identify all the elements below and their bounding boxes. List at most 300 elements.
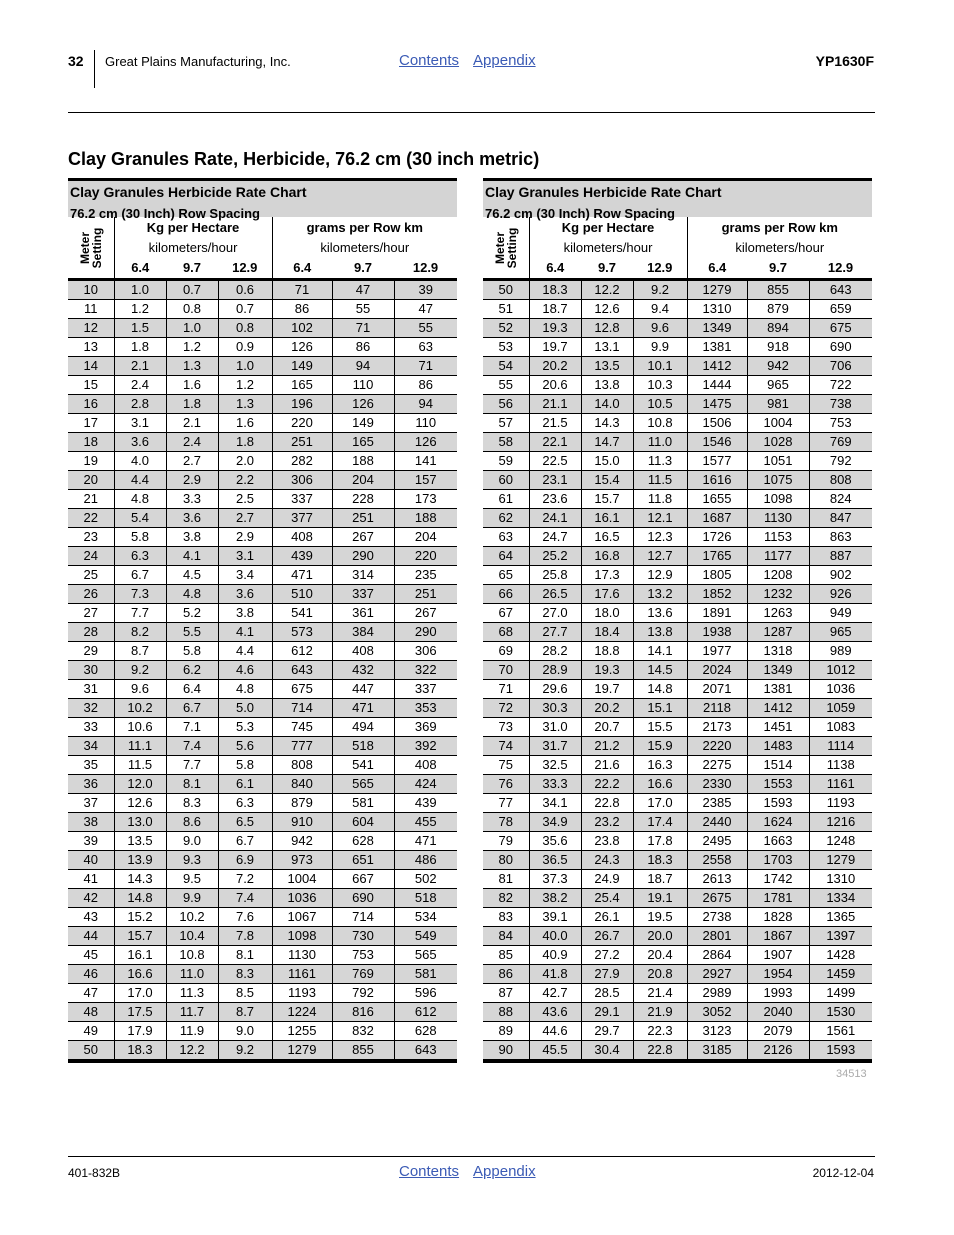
table-row <box>68 908 457 927</box>
rate-cell: 894 <box>747 319 809 338</box>
meter-setting-cell: 42 <box>68 889 114 908</box>
rate-cell: 714 <box>332 908 394 927</box>
rate-cell: 13.5 <box>581 357 633 376</box>
rate-cell: 27.7 <box>529 623 581 642</box>
rate-cell: 565 <box>332 775 394 794</box>
rate-cell: 1279 <box>272 1041 332 1062</box>
meter-setting-cell: 13 <box>68 338 114 357</box>
rate-cell: 16.6 <box>633 775 687 794</box>
rate-cell: 23.8 <box>581 832 633 851</box>
rate-cell: 13.2 <box>633 585 687 604</box>
table-row <box>68 927 457 946</box>
rate-cell: 126 <box>394 433 457 452</box>
rate-cell: 7.8 <box>218 927 272 946</box>
rate-cell: 0.7 <box>218 300 272 319</box>
rate-cell: 0.9 <box>218 338 272 357</box>
rate-cell: 9.2 <box>633 280 687 300</box>
rate-cell: 1098 <box>747 490 809 509</box>
rate-cell: 1444 <box>687 376 747 395</box>
rate-cell: 5.5 <box>166 623 218 642</box>
meter-setting-cell: 73 <box>483 718 529 737</box>
table-row <box>483 319 872 338</box>
rate-cell: 2675 <box>687 889 747 908</box>
table-row <box>68 737 457 756</box>
rate-cell: 1161 <box>809 775 872 794</box>
rate-cell: 1781 <box>747 889 809 908</box>
rate-cell: 16.3 <box>633 756 687 775</box>
rate-cell: 17.8 <box>633 832 687 851</box>
table-row <box>68 471 457 490</box>
table-row <box>68 718 457 737</box>
grams-per-row-km-header: grams per Row km <box>306 219 423 235</box>
section-title: Clay Granules Rate, Herbicide, 76.2 cm (30 inch metric) <box>68 149 540 169</box>
rate-cell: 14.8 <box>114 889 166 908</box>
meter-setting-cell: 66 <box>483 585 529 604</box>
rate-cell: 6.3 <box>114 547 166 566</box>
rate-cell: 2.1 <box>166 414 218 433</box>
rate-cell: 7.3 <box>114 585 166 604</box>
meter-setting-cell: 23 <box>68 528 114 547</box>
meter-setting-cell: 45 <box>68 946 114 965</box>
rate-cell: 1310 <box>687 300 747 319</box>
rate-cell: 12.0 <box>114 775 166 794</box>
table-row <box>68 1003 457 1022</box>
rate-cell: 0.8 <box>218 319 272 338</box>
rate-cell: 18.3 <box>633 851 687 870</box>
rate-cell: 1381 <box>687 338 747 357</box>
meter-setting-cell: 77 <box>483 794 529 813</box>
rate-cell: 14.1 <box>633 642 687 661</box>
rate-cell: 730 <box>332 927 394 946</box>
rate-cell: 1506 <box>687 414 747 433</box>
rate-cell: 228 <box>332 490 394 509</box>
rate-cell: 432 <box>332 661 394 680</box>
rate-cell: 1726 <box>687 528 747 547</box>
rate-cell: 6.7 <box>166 699 218 718</box>
table-row <box>68 395 457 414</box>
rate-cell: 8.7 <box>218 1003 272 1022</box>
rate-cell: 1263 <box>747 604 809 623</box>
rate-cell: 5.8 <box>166 642 218 661</box>
meter-setting-cell: 65 <box>483 566 529 585</box>
speed-header: 12.9 <box>394 258 457 280</box>
rate-cell: 1593 <box>747 794 809 813</box>
rate-cell: 2738 <box>687 908 747 927</box>
table-row <box>483 585 872 604</box>
rate-cell: 581 <box>394 965 457 984</box>
rate-cell: 3185 <box>687 1041 747 1062</box>
rate-cell: 25.2 <box>529 547 581 566</box>
rate-cell: 22.3 <box>633 1022 687 1041</box>
meter-setting-cell: 29 <box>68 642 114 661</box>
rate-cell: 1349 <box>687 319 747 338</box>
rate-cell: 1075 <box>747 471 809 490</box>
table-row <box>68 699 457 718</box>
rate-cell: 2864 <box>687 946 747 965</box>
rate-cell: 494 <box>332 718 394 737</box>
rate-cell: 1.2 <box>218 376 272 395</box>
rate-cell: 408 <box>272 528 332 547</box>
meter-setting-cell: 36 <box>68 775 114 794</box>
rate-cell: 12.9 <box>633 566 687 585</box>
rate-cell: 47 <box>394 300 457 319</box>
rate-cell: 29.7 <box>581 1022 633 1041</box>
rate-cell: 1530 <box>809 1003 872 1022</box>
table-row <box>483 433 872 452</box>
rate-cell: 55 <box>332 300 394 319</box>
rate-cell: 439 <box>394 794 457 813</box>
rate-cell: 12.8 <box>581 319 633 338</box>
speed-header: 6.4 <box>272 258 332 280</box>
rate-cell: 949 <box>809 604 872 623</box>
rate-cell: 9.6 <box>633 319 687 338</box>
rate-cell: 392 <box>394 737 457 756</box>
rate-cell: 408 <box>394 756 457 775</box>
rate-cell: 282 <box>272 452 332 471</box>
meter-setting-cell: 74 <box>483 737 529 756</box>
figure-id: 34513 <box>836 1068 867 1080</box>
rate-cell: 1130 <box>747 509 809 528</box>
rate-cell: 337 <box>272 490 332 509</box>
rate-cell: 1954 <box>747 965 809 984</box>
table-row <box>68 357 457 376</box>
rate-cell: 2079 <box>747 1022 809 1041</box>
rate-cell: 71 <box>332 319 394 338</box>
rate-cell: 24.7 <box>529 528 581 547</box>
rate-cell: 2.8 <box>114 395 166 414</box>
chart-subtitle: 76.2 cm (30 Inch) Row Spacing <box>70 206 260 221</box>
rate-cell: 2927 <box>687 965 747 984</box>
table-row <box>483 604 872 623</box>
speed-header: 12.9 <box>809 258 872 280</box>
meter-setting-cell: 89 <box>483 1022 529 1041</box>
meter-setting-cell: 55 <box>483 376 529 395</box>
rate-cell: 17.0 <box>114 984 166 1003</box>
meter-setting-cell: 56 <box>483 395 529 414</box>
rate-cell: 13.0 <box>114 813 166 832</box>
rate-cell: 13.8 <box>581 376 633 395</box>
appendix-link[interactable]: Appendix <box>473 52 536 69</box>
company-name: Great Plains Manufacturing, Inc. <box>105 54 291 69</box>
rate-cell: 10.8 <box>166 946 218 965</box>
rate-cell: 110 <box>332 376 394 395</box>
rate-cell: 251 <box>394 585 457 604</box>
rate-cell: 306 <box>272 471 332 490</box>
table-row <box>68 490 457 509</box>
rate-cell: 612 <box>272 642 332 661</box>
rate-cell: 1.2 <box>166 338 218 357</box>
rate-cell: 926 <box>809 585 872 604</box>
rate-cell: 1153 <box>747 528 809 547</box>
rate-cell: 1130 <box>272 946 332 965</box>
rate-cell: 10.1 <box>633 357 687 376</box>
rate-cell: 21.4 <box>633 984 687 1003</box>
table-row <box>68 1041 457 1062</box>
meter-setting-cell: 83 <box>483 908 529 927</box>
rate-cell: 337 <box>394 680 457 699</box>
rate-cell: 8.6 <box>166 813 218 832</box>
meter-setting-cell: 47 <box>68 984 114 1003</box>
rate-cell: 942 <box>747 357 809 376</box>
rate-cell: 4.8 <box>218 680 272 699</box>
rate-cell: 808 <box>272 756 332 775</box>
rate-cell: 2.5 <box>218 490 272 509</box>
header-rule <box>68 112 875 113</box>
rate-cell: 40.0 <box>529 927 581 946</box>
rate-cell: 2.2 <box>218 471 272 490</box>
table-row <box>483 300 872 319</box>
rate-cell: 1514 <box>747 756 809 775</box>
rate-cell: 1805 <box>687 566 747 585</box>
table-row <box>68 946 457 965</box>
table-row <box>483 1003 872 1022</box>
rate-cell: 86 <box>272 300 332 319</box>
rate-cell: 5.8 <box>114 528 166 547</box>
rate-cell: 220 <box>272 414 332 433</box>
rate-cell: 16.6 <box>114 965 166 984</box>
rate-cell: 15.7 <box>114 927 166 946</box>
rate-cell: 10.8 <box>633 414 687 433</box>
rate-cell: 8.5 <box>218 984 272 1003</box>
rate-cell: 20.6 <box>529 376 581 395</box>
rate-cell: 9.2 <box>218 1041 272 1062</box>
meter-setting-cell: 30 <box>68 661 114 680</box>
rate-cell: 157 <box>394 471 457 490</box>
rate-cell: 27.0 <box>529 604 581 623</box>
meter-label-line1: Meter <box>492 231 507 264</box>
table-row <box>483 1041 872 1062</box>
rate-cell: 141 <box>394 452 457 471</box>
meter-setting-cell: 15 <box>68 376 114 395</box>
rate-cell: 1279 <box>687 280 747 300</box>
meter-setting-cell: 78 <box>483 813 529 832</box>
rate-cell: 471 <box>394 832 457 851</box>
rate-cell: 675 <box>272 680 332 699</box>
rate-cell: 1483 <box>747 737 809 756</box>
rate-cell: 2440 <box>687 813 747 832</box>
rate-cell: 12.7 <box>633 547 687 566</box>
meter-setting-cell: 22 <box>68 509 114 528</box>
rate-cell: 1051 <box>747 452 809 471</box>
table-row <box>68 414 457 433</box>
rate-chart-right <box>483 178 872 1063</box>
rate-cell: 541 <box>332 756 394 775</box>
rate-cell: 27.2 <box>581 946 633 965</box>
rate-cell: 17.6 <box>581 585 633 604</box>
rate-cell: 18.7 <box>633 870 687 889</box>
table-row <box>483 566 872 585</box>
rate-cell: 11.9 <box>166 1022 218 1041</box>
appendix-link[interactable]: Appendix <box>473 1163 536 1180</box>
rate-cell: 16.1 <box>581 509 633 528</box>
rate-cell: 22.8 <box>581 794 633 813</box>
rate-cell: 1248 <box>809 832 872 851</box>
rate-cell: 188 <box>332 452 394 471</box>
meter-setting-cell: 11 <box>68 300 114 319</box>
rate-cell: 7.6 <box>218 908 272 927</box>
page-header <box>68 50 874 90</box>
rate-cell: 7.7 <box>166 756 218 775</box>
rate-cell: 1255 <box>272 1022 332 1041</box>
meter-setting-cell: 72 <box>483 699 529 718</box>
rate-cell: 306 <box>394 642 457 661</box>
rate-cell: 1451 <box>747 718 809 737</box>
rate-cell: 11.3 <box>633 452 687 471</box>
table-row <box>68 566 457 585</box>
meter-setting-cell: 86 <box>483 965 529 984</box>
contents-link[interactable]: Contents <box>399 1163 460 1180</box>
meter-setting-cell: 38 <box>68 813 114 832</box>
table-row <box>483 623 872 642</box>
table-row <box>68 452 457 471</box>
rate-cell: 439 <box>272 547 332 566</box>
rate-cell: 14.3 <box>114 870 166 889</box>
rate-cell: 18.8 <box>581 642 633 661</box>
table-row <box>68 1022 457 1041</box>
rate-cell: 18.3 <box>529 280 581 300</box>
rate-cell: 12.3 <box>633 528 687 547</box>
table-row <box>483 984 872 1003</box>
rate-cell: 1546 <box>687 433 747 452</box>
chart-header <box>68 178 457 221</box>
rate-cell: 196 <box>272 395 332 414</box>
rate-cell: 847 <box>809 509 872 528</box>
rate-cell: 1.0 <box>114 280 166 300</box>
table-row <box>483 528 872 547</box>
table-row <box>68 547 457 566</box>
rate-cell: 3.6 <box>114 433 166 452</box>
rate-cell: 9.4 <box>633 300 687 319</box>
rate-cell: 1.6 <box>166 376 218 395</box>
rate-cell: 2385 <box>687 794 747 813</box>
rate-cell: 11.0 <box>633 433 687 452</box>
rate-cell: 471 <box>332 699 394 718</box>
rate-cell: 35.6 <box>529 832 581 851</box>
rate-cell: 1334 <box>809 889 872 908</box>
rate-cell: 2989 <box>687 984 747 1003</box>
rate-cell: 9.2 <box>114 661 166 680</box>
rate-cell: 102 <box>272 319 332 338</box>
table-row <box>483 889 872 908</box>
meter-setting-cell: 70 <box>483 661 529 680</box>
table-row <box>68 661 457 680</box>
rate-cell: 1577 <box>687 452 747 471</box>
rate-cell: 2613 <box>687 870 747 889</box>
speed-header: 12.9 <box>218 258 272 280</box>
rate-cell: 3.6 <box>218 585 272 604</box>
meter-setting-cell: 33 <box>68 718 114 737</box>
meter-setting-cell: 63 <box>483 528 529 547</box>
rate-cell: 1977 <box>687 642 747 661</box>
table-row <box>483 414 872 433</box>
rate-cell: 706 <box>809 357 872 376</box>
meter-setting-cell: 79 <box>483 832 529 851</box>
rate-cell: 41.8 <box>529 965 581 984</box>
rate-cell: 651 <box>332 851 394 870</box>
rate-cell: 10.3 <box>633 376 687 395</box>
rate-cell: 989 <box>809 642 872 661</box>
rate-cell: 4.6 <box>218 661 272 680</box>
rate-cell: 4.8 <box>114 490 166 509</box>
table-row <box>68 870 457 889</box>
rate-cell: 2275 <box>687 756 747 775</box>
rate-cell: 16.5 <box>581 528 633 547</box>
rate-cell: 918 <box>747 338 809 357</box>
rate-cell: 1004 <box>747 414 809 433</box>
rate-cell: 5.8 <box>218 756 272 775</box>
rate-cell: 1059 <box>809 699 872 718</box>
rate-cell: 47 <box>332 280 394 300</box>
speed-header: 6.4 <box>687 258 747 280</box>
rate-cell: 690 <box>332 889 394 908</box>
rate-cell: 2071 <box>687 680 747 699</box>
rate-cell: 290 <box>394 623 457 642</box>
rate-cell: 643 <box>394 1041 457 1062</box>
rate-cell: 3.6 <box>166 509 218 528</box>
table-row <box>68 965 457 984</box>
table-row <box>68 433 457 452</box>
rate-cell: 126 <box>272 338 332 357</box>
rate-cell: 1459 <box>809 965 872 984</box>
rate-cell: 18.3 <box>114 1041 166 1062</box>
rate-cell: 2.1 <box>114 357 166 376</box>
rate-cell: 6.1 <box>218 775 272 794</box>
speed-unit-label: kilometers/hour <box>320 240 410 255</box>
rate-cell: 1381 <box>747 680 809 699</box>
rate-cell: 887 <box>809 547 872 566</box>
table-row <box>483 280 872 300</box>
rate-cell: 722 <box>809 376 872 395</box>
rate-cell: 20.2 <box>581 699 633 718</box>
rate-cell: 486 <box>394 851 457 870</box>
rate-cell: 20.8 <box>633 965 687 984</box>
rate-cell: 9.0 <box>218 1022 272 1041</box>
contents-link[interactable]: Contents <box>399 52 460 69</box>
table-row <box>483 851 872 870</box>
rate-cell: 22.2 <box>581 775 633 794</box>
rate-cell: 38.2 <box>529 889 581 908</box>
rate-cell: 1742 <box>747 870 809 889</box>
rate-cell: 604 <box>332 813 394 832</box>
rate-cell: 14.3 <box>581 414 633 433</box>
meter-setting-cell: 35 <box>68 756 114 775</box>
rate-cell: 22.8 <box>633 1041 687 1062</box>
meter-setting-cell: 32 <box>68 699 114 718</box>
table-row <box>68 300 457 319</box>
rate-cell: 1177 <box>747 547 809 566</box>
rate-cell: 19.3 <box>581 661 633 680</box>
table-row <box>483 642 872 661</box>
table-row <box>68 338 457 357</box>
table-row <box>483 338 872 357</box>
rate-cell: 9.3 <box>166 851 218 870</box>
table-row <box>483 376 872 395</box>
meter-setting-cell: 39 <box>68 832 114 851</box>
rate-cell: 188 <box>394 509 457 528</box>
rate-cell: 6.7 <box>114 566 166 585</box>
rate-cell: 1993 <box>747 984 809 1003</box>
rate-cell: 1475 <box>687 395 747 414</box>
table-row <box>68 756 457 775</box>
rate-cell: 659 <box>809 300 872 319</box>
rate-cell: 34.9 <box>529 813 581 832</box>
rate-cell: 1161 <box>272 965 332 984</box>
rate-cell: 863 <box>809 528 872 547</box>
kg-per-hectare-header: Kg per Hectare <box>529 217 687 238</box>
table-row <box>483 1022 872 1041</box>
meter-label-line2: Setting <box>89 227 104 268</box>
rate-cell: 17.5 <box>114 1003 166 1022</box>
